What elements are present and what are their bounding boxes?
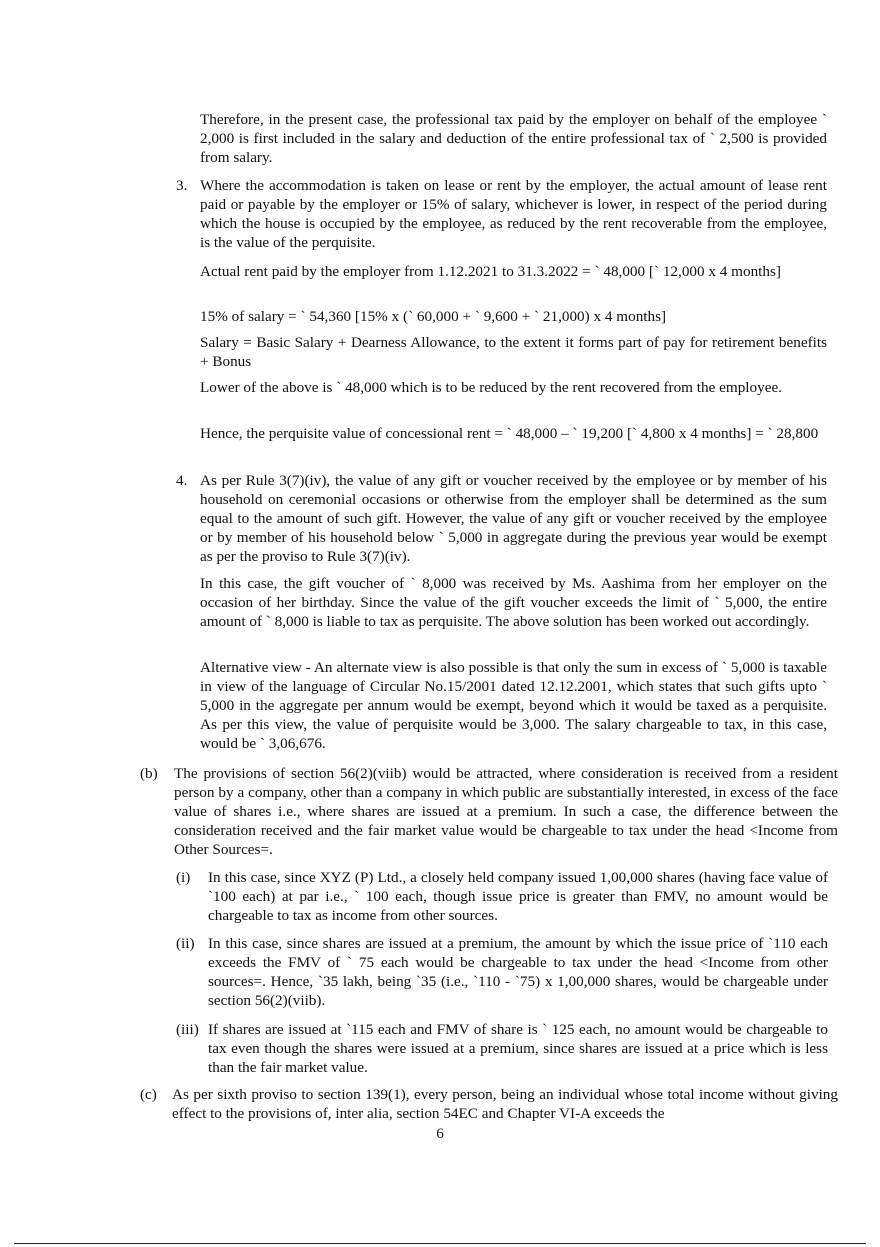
section-b-iii-text: If shares are issued at `115 each and FMV of share is ` 125 each, no amount would be chargeable to tax even though the shares were issued at a premium, since shares are issued at a price which is less than the fair market value. <box>208 1021 828 1076</box>
section-b-ii-text: In this case, since shares are issued at a premium, the amount by which the issue price of `110 each exceeds the FMV of ` 75 each would be chargeable to tax under the head <Income from other sources=. Hence, `35 lakh, being `35 (i.e., `110 - `75) x 1,00,000 shares, would be chargeable under section 56(2)(viib). <box>208 935 828 1009</box>
paragraph-hence: Hence, the perquisite value of concessional rent = ` 48,000 – ` 19,200 [` 4,800 x 4 months] = ` 28,800 <box>200 425 819 442</box>
section-c-text: As per sixth proviso to section 139(1), every person, being an individual whose total income without giving effect to the provisions of, inter alia, section 54EC and Chapter VI-A exceeds the <box>172 1086 838 1122</box>
paragraph-salary-definition: Salary = Basic Salary + Dearness Allowance, to the extent it forms part of pay for retirement benefits + Bonus <box>200 334 827 370</box>
item-3-text: Where the accommodation is taken on lease or rent by the employer, the actual amount of lease rent paid or payable by the employer or 15% of salary, whichever is lower, in respect of the period during which the house is occupied by the employee, as reduced by the rent recoverable from the employee, is the value of the perquisite. <box>200 177 827 251</box>
paragraph-lower: Lower of the above is ` 48,000 which is to be reduced by the rent recovered from the employee. <box>200 379 782 396</box>
paragraph-gift-case: In this case, the gift voucher of ` 8,000 was received by Ms. Aashima from her employer on the occasion of her birthday. Since the value of the gift voucher exceeds the limit of ` 5,000, the entire amount of ` 8,000 is liable to tax as perquisite. The above solution has been worked out accordingly. <box>200 575 827 630</box>
paragraph-actual-rent: Actual rent paid by the employer from 1.12.2021 to 31.3.2022 = ` 48,000 [` 12,000 x 4 months] <box>200 263 781 280</box>
section-b-i-text: In this case, since XYZ (P) Ltd., a closely held company issued 1,00,000 shares (having face value of `100 each) at par i.e., ` 100 each, though issue price is greater than FMV, no amount would be chargeable to tax as income from other sources. <box>208 869 828 924</box>
paragraph-alternative-view: Alternative view - An alternate view is also possible is that only the sum in excess of ` 5,000 is taxable in view of the language of Circular No.15/2001 dated 12.12.2001, which states that such gifts upto ` 5,000 in the aggregate per annum would be exempt, beyond which it would be taxed as a perquisite. As per this view, the value of perquisite would be 3,000. The salary chargeable to tax, in this case, would be ` 3,06,676. <box>200 659 827 752</box>
section-b-iii-number: (iii) <box>176 1021 199 1038</box>
page-number: 6 <box>436 1125 444 1142</box>
section-b-number: (b) <box>140 765 158 782</box>
paragraph-intro: Therefore, in the present case, the professional tax paid by the employer on behalf of the employee ` 2,000 is first included in the salary and deduction of the entire professional tax of ` 2,500 is provided from salary. <box>200 111 827 166</box>
item-4-text: As per Rule 3(7)(iv), the value of any gift or voucher received by the employee or by member of his household on ceremonial occasions or otherwise from the employer shall be determined as the sum equal to the amount of such gift. However, the value of any gift or voucher received by the employee or by member of his household below ` 5,000 in aggregate during the previous year would be exempt as per the proviso to Rule 3(7)(iv). <box>200 472 827 565</box>
item-4-number: 4. <box>176 472 188 489</box>
section-b-i-number: (i) <box>176 869 191 886</box>
footer-divider <box>14 1243 866 1244</box>
section-b-text: The provisions of section 56(2)(viib) would be attracted, where consideration is received from a resident person by a company, other than a company in which public are substantially interested, in excess of the face value of shares i.e., where shares are issued at a premium. In such a case, the difference between the consideration received and the fair market value would be chargeable to tax under the head <Income from Other Sources=. <box>174 765 838 858</box>
section-c-number: (c) <box>140 1086 157 1103</box>
section-b-ii-number: (ii) <box>176 935 195 952</box>
paragraph-fifteen-percent: 15% of salary = ` 54,360 [15% x (` 60,000 + ` 9,600 + ` 21,000) x 4 months] <box>200 308 667 325</box>
item-3-number: 3. <box>176 177 188 194</box>
